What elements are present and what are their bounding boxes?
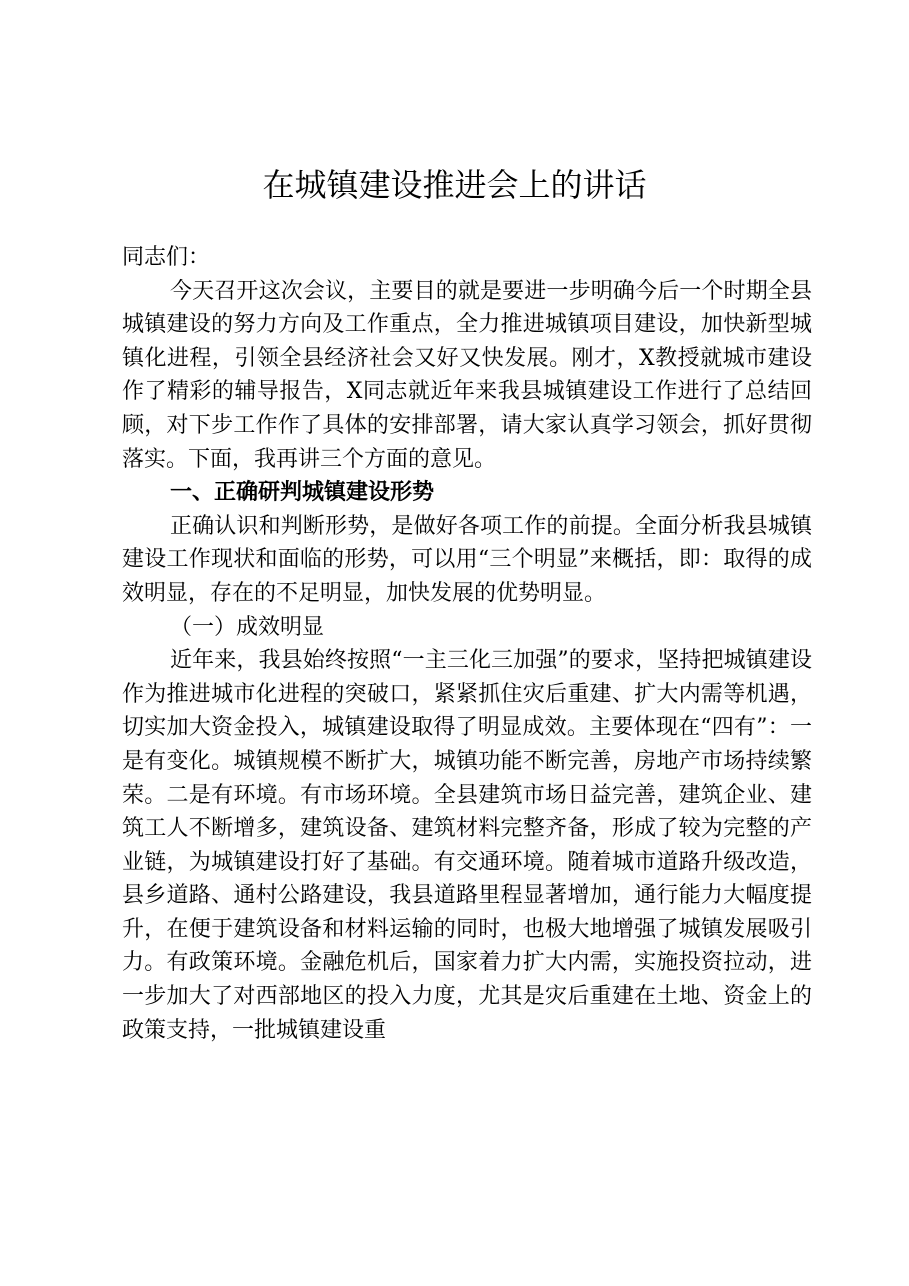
subsection-1-paragraph: 近年来，我县始终按照“一主三化三加强”的要求，坚持把城镇建设作为推进城市化进程的突破口，紧紧抓住灾后重建、扩大内需等机遇，切实加大资金投入，城镇建设取得了明显成效。主要体现在“四有”：一是有变化。城镇规模不断扩大，城镇功能不断完善，房地产市场持续繁荣。二是有环境。有市场环境。全县建筑市场日益完善，建筑企业、建筑工人不断增多，建筑设备、建筑材料完整齐备，形成了较为完整的产业链，为城镇建设打好了基础。有交通环境。随着城市道路升级改造，县乡道路、通村公路建设，我县道路里程显著增加，通行能力大幅度提升，在便于建筑设备和材料运输的同时，也极大地增强了城镇发展吸引力。有政策环境。金融危机后，国家着力扩大内需，实施投资拉动，进一步加大了对西部地区的投入力度，尤其是灾后重建在土地、资金上的政策支持，一批城镇建设重 bbox=[122, 648, 812, 1043]
salutation: 同志们： bbox=[122, 245, 211, 270]
document-body bbox=[122, 241, 812, 1047]
section-1-paragraph: 正确认识和判断形势，是做好各项工作的前提。全面分析我县城镇建设工作现状和面临的形势，可以用“三个明显”来概括，即：取得的成效明显，存在的不足明显，加快发展的优势明显。 bbox=[122, 513, 812, 606]
section-heading-1: 一、正确研判城镇建设形势 bbox=[170, 480, 435, 506]
subsection-heading-1: （一）成效明显 bbox=[170, 614, 325, 640]
document-title: 在城镇建设推进会上的讲话 bbox=[262, 166, 647, 204]
intro-paragraph: 今天召开这次会议，主要目的就是要进一步明确今后一个时期全县城镇建设的努力方向及工作重点，全力推进城镇项目建设，加快新型城镇化进程，引领全县经济社会又好又快发展。刚才，X教授就城市建设作了精彩的辅导报告，X同志就近年来我县城镇建设工作进行了总结回顾，对下步工作作了具体的安排部署，请大家认真学习领会，抓好贯彻落实。下面，我再讲三个方面的意见。 bbox=[122, 278, 812, 472]
